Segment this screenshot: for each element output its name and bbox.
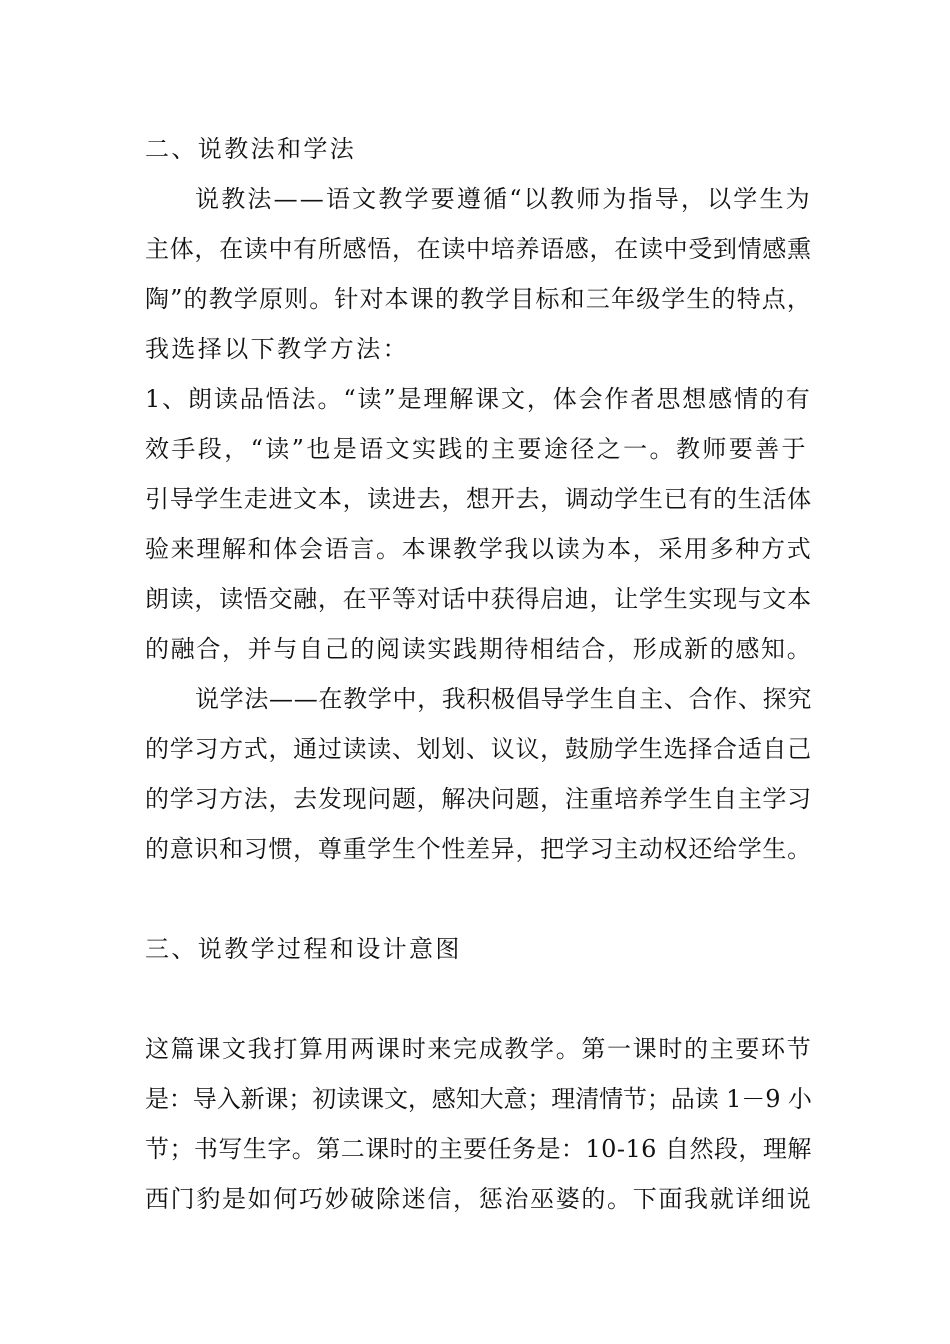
paragraph-line: 的学习方法，去发现问题，解决问题，注重培养学生自主学习: [145, 785, 812, 813]
paragraph-line: 陶”的教学原则。针对本课的教学目标和三年级学生的特点，: [145, 285, 813, 313]
paragraph-line: 1、朗读品悟法。“读”是理解课文，体会作者思想感情的有: [145, 385, 812, 413]
paragraph-line: 这篇课文我打算用两课时来完成教学。第一课时的主要环节: [145, 1035, 813, 1063]
paragraph-line: 效手段，“读”也是语文实践的主要途径之一。教师要善于: [145, 435, 808, 463]
paragraph-line: 说学法——在教学中，我积极倡导学生自主、合作、探究: [195, 685, 812, 713]
paragraph-line: 验来理解和体会语言。本课教学我以读为本，采用多种方式: [145, 535, 813, 563]
paragraph-line: 引导学生走进文本，读进去，想开去，调动学生已有的生活体: [145, 485, 812, 513]
paragraph-line: 的学习方式，通过读读、划划、议议，鼓励学生选择合适自己: [145, 735, 812, 763]
paragraph-line: 节；书写生字。第二课时的主要任务是：10-16 自然段，理解: [145, 1135, 812, 1163]
paragraph-line: 西门豹是如何巧妙破除迷信，惩治巫婆的。下面我就详细说: [145, 1185, 813, 1213]
paragraph-line: 是：导入新课；初读课文，感知大意；理清情节；品读 1－9 小: [145, 1085, 812, 1113]
paragraph-line: 的融合，并与自己的阅读实践期待相结合，形成新的感知。: [145, 635, 813, 663]
paragraph-line: 说教法——语文教学要遵循“以教师为指导，以学生为: [195, 185, 812, 213]
paragraph-line: 朗读，读悟交融，在平等对话中获得启迪，让学生实现与文本: [145, 585, 812, 613]
paragraph-line: 的意识和习惯，尊重学生个性差异，把学习主动权还给学生。: [145, 835, 812, 863]
paragraph-line: 主体，在读中有所感悟，在读中培养语感，在读中受到情感熏: [145, 235, 812, 263]
section-2-heading: 二、说教法和学法: [145, 135, 357, 163]
section-3-heading: 三、说教学过程和设计意图: [145, 935, 462, 963]
paragraph-line: 我选择以下教学方法：: [145, 335, 409, 363]
